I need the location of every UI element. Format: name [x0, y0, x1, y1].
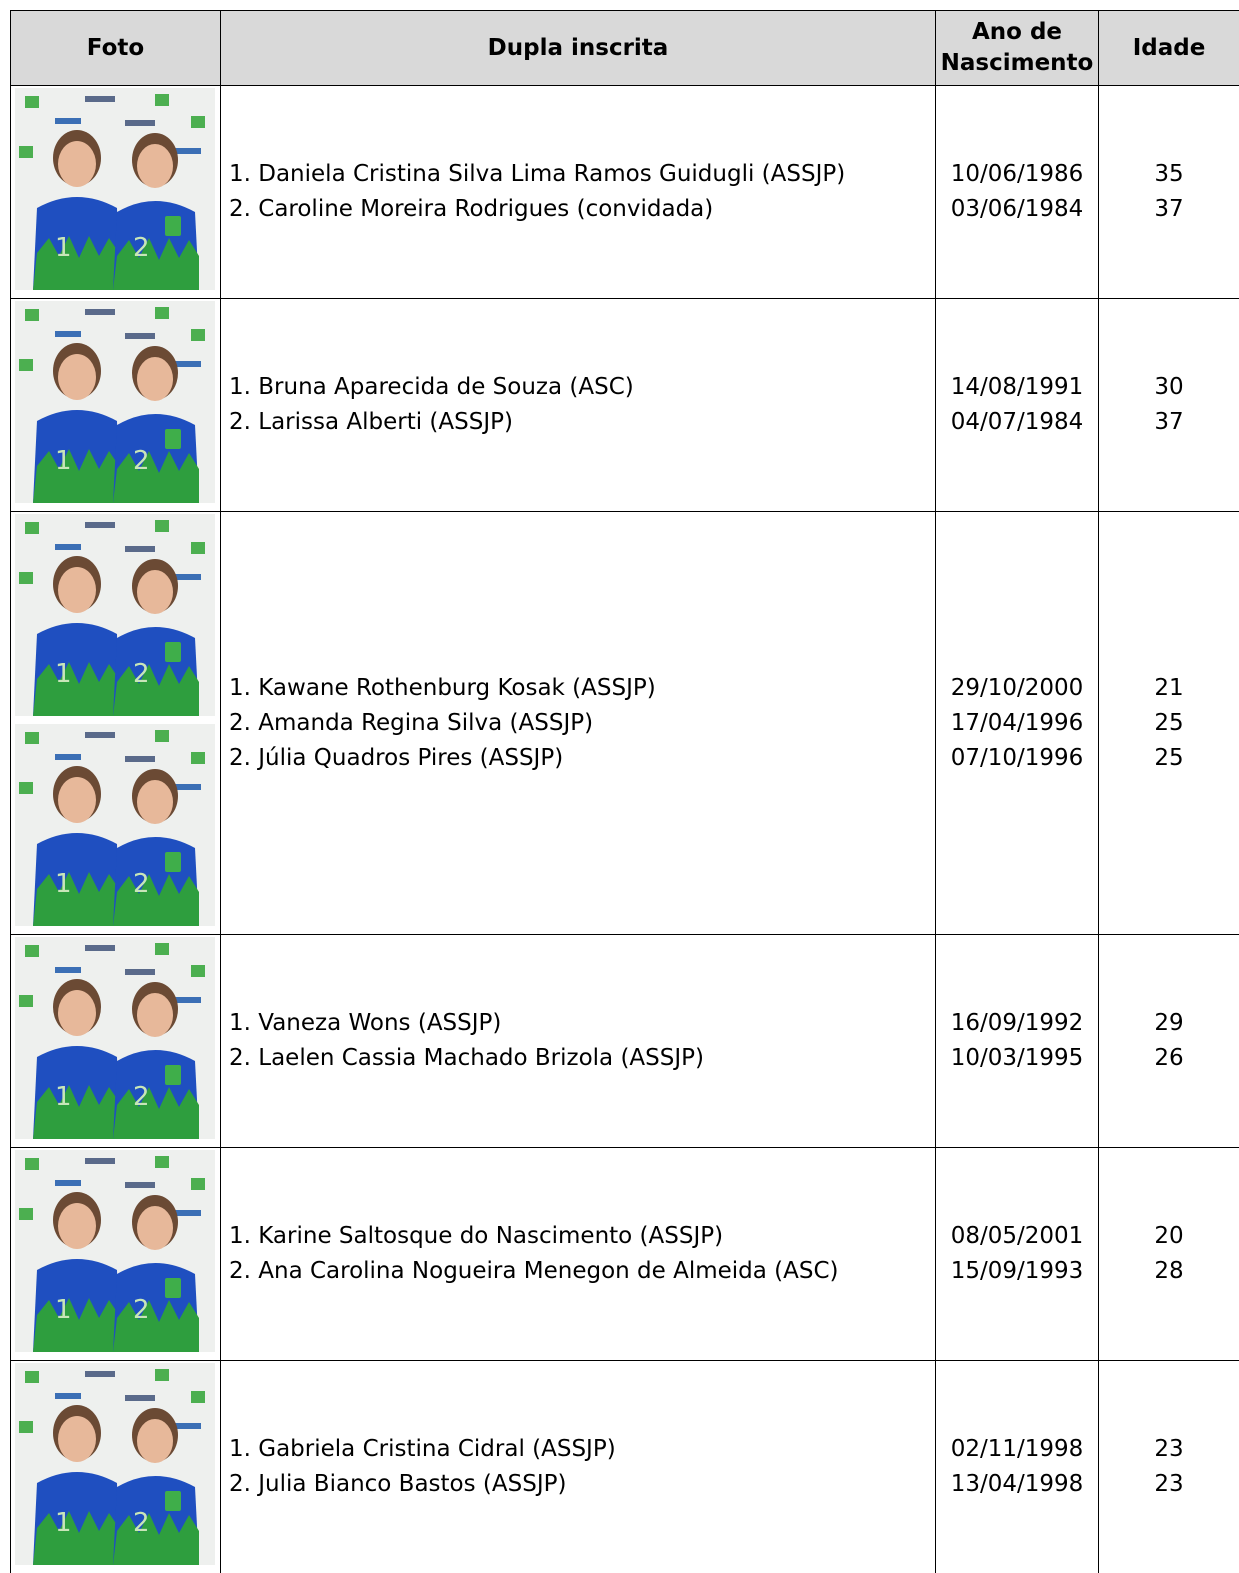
- birth-date: 29/10/2000: [936, 671, 1098, 706]
- birth-date: 07/10/1996: [936, 741, 1098, 776]
- header-foto: Foto: [11, 11, 221, 86]
- player-age: 23: [1099, 1432, 1239, 1467]
- birth-date: 10/06/1986: [936, 157, 1098, 192]
- header-ano-line1: Ano de: [936, 17, 1098, 48]
- table-body: [11, 86, 1239, 1573]
- birth-date: 10/03/1995: [936, 1041, 1098, 1076]
- team-photo-icon: [15, 1150, 215, 1352]
- team-photo: [15, 1150, 215, 1352]
- birth-date: 03/06/1984: [936, 192, 1098, 227]
- dates-cell: [936, 299, 1099, 512]
- birth-date: 15/09/1993: [936, 1254, 1098, 1289]
- photo-cell: [11, 935, 221, 1148]
- player-age: 23: [1099, 1467, 1239, 1502]
- pairs-table: [10, 10, 1239, 1573]
- names-cell: [221, 512, 936, 935]
- team-photo: [15, 514, 215, 716]
- player-name: 1. Gabriela Cristina Cidral (ASSJP): [229, 1432, 935, 1467]
- dates-cell: [936, 935, 1099, 1148]
- photo-cell: [11, 299, 221, 512]
- player-age: 21: [1099, 671, 1239, 706]
- svg-text:2: 2: [133, 659, 150, 689]
- team-photo-icon: [15, 724, 215, 926]
- svg-text:1: 1: [55, 869, 72, 899]
- names-cell: [221, 1361, 936, 1573]
- svg-text:1: 1: [55, 1508, 72, 1538]
- player-age: 20: [1099, 1219, 1239, 1254]
- photo-cell: [11, 512, 221, 935]
- table-row: [11, 299, 1239, 512]
- team-photo: [15, 88, 215, 290]
- player-age: 28: [1099, 1254, 1239, 1289]
- svg-text:1: 1: [55, 659, 72, 689]
- ages-cell: [1099, 1361, 1239, 1573]
- dates-cell: [936, 86, 1099, 299]
- header-row: [11, 11, 1239, 86]
- photo-cell: [11, 1148, 221, 1361]
- birth-date: 14/08/1991: [936, 370, 1098, 405]
- svg-text:2: 2: [133, 1508, 150, 1538]
- player-name: 2. Julia Bianco Bastos (ASSJP): [229, 1467, 935, 1502]
- svg-text:2: 2: [133, 446, 150, 476]
- team-photo: [15, 937, 215, 1139]
- table-row: [11, 1148, 1239, 1361]
- player-age: 25: [1099, 741, 1239, 776]
- svg-text:2: 2: [133, 869, 150, 899]
- photo-cell: [11, 86, 221, 299]
- dates-cell: [936, 1361, 1099, 1573]
- player-name: 2. Júlia Quadros Pires (ASSJP): [229, 741, 935, 776]
- ages-cell: [1099, 86, 1239, 299]
- player-name: 2. Ana Carolina Nogueira Menegon de Almeida (ASC): [229, 1254, 935, 1289]
- dates-cell: [936, 1148, 1099, 1361]
- birth-date: 02/11/1998: [936, 1432, 1098, 1467]
- ages-cell: [1099, 935, 1239, 1148]
- dates-cell: [936, 512, 1099, 935]
- team-photo: [15, 1363, 215, 1565]
- photo-cell: [11, 1361, 221, 1573]
- table-row: [11, 512, 1239, 935]
- birth-date: 04/07/1984: [936, 405, 1098, 440]
- team-photo-icon: [15, 937, 215, 1139]
- player-name: 2. Larissa Alberti (ASSJP): [229, 405, 935, 440]
- names-cell: [221, 299, 936, 512]
- player-age: 37: [1099, 192, 1239, 227]
- names-cell: [221, 86, 936, 299]
- player-age: 30: [1099, 370, 1239, 405]
- birth-date: 16/09/1992: [936, 1006, 1098, 1041]
- names-cell: [221, 1148, 936, 1361]
- player-age: 25: [1099, 706, 1239, 741]
- team-photo-icon: [15, 301, 215, 503]
- header-ano: [936, 11, 1099, 86]
- player-name: 1. Vaneza Wons (ASSJP): [229, 1006, 935, 1041]
- ages-cell: [1099, 1148, 1239, 1361]
- player-name: 2. Amanda Regina Silva (ASSJP): [229, 706, 935, 741]
- player-age: 37: [1099, 405, 1239, 440]
- team-photo: [15, 724, 215, 926]
- player-age: 26: [1099, 1041, 1239, 1076]
- svg-text:1: 1: [55, 1295, 72, 1325]
- player-name: 1. Kawane Rothenburg Kosak (ASSJP): [229, 671, 935, 706]
- player-age: 35: [1099, 157, 1239, 192]
- table-row: [11, 86, 1239, 299]
- header-ano-line2: Nascimento: [936, 48, 1098, 79]
- svg-text:1: 1: [55, 446, 72, 476]
- names-cell: [221, 935, 936, 1148]
- player-name: 1. Bruna Aparecida de Souza (ASC): [229, 370, 935, 405]
- birth-date: 13/04/1998: [936, 1467, 1098, 1502]
- team-photo: [15, 301, 215, 503]
- header-idade: Idade: [1099, 11, 1239, 86]
- team-photo-icon: [15, 1363, 215, 1565]
- svg-text:2: 2: [133, 1082, 150, 1112]
- svg-text:2: 2: [133, 1295, 150, 1325]
- svg-text:1: 1: [55, 233, 72, 263]
- player-age: 29: [1099, 1006, 1239, 1041]
- ages-cell: [1099, 512, 1239, 935]
- svg-text:1: 1: [55, 1082, 72, 1112]
- team-photo-icon: [15, 514, 215, 716]
- document: [10, 10, 1239, 1573]
- svg-text:2: 2: [133, 233, 150, 263]
- ages-cell: [1099, 299, 1239, 512]
- team-photo-icon: [15, 88, 215, 290]
- table-row: [11, 935, 1239, 1148]
- player-name: 2. Laelen Cassia Machado Brizola (ASSJP): [229, 1041, 935, 1076]
- player-name: 1. Daniela Cristina Silva Lima Ramos Guidugli (ASSJP): [229, 157, 935, 192]
- birth-date: 17/04/1996: [936, 706, 1098, 741]
- player-name: 2. Caroline Moreira Rodrigues (convidada): [229, 192, 935, 227]
- player-name: 1. Karine Saltosque do Nascimento (ASSJP): [229, 1219, 935, 1254]
- birth-date: 08/05/2001: [936, 1219, 1098, 1254]
- table-row: [11, 1361, 1239, 1573]
- header-dupla: Dupla inscrita: [221, 11, 936, 86]
